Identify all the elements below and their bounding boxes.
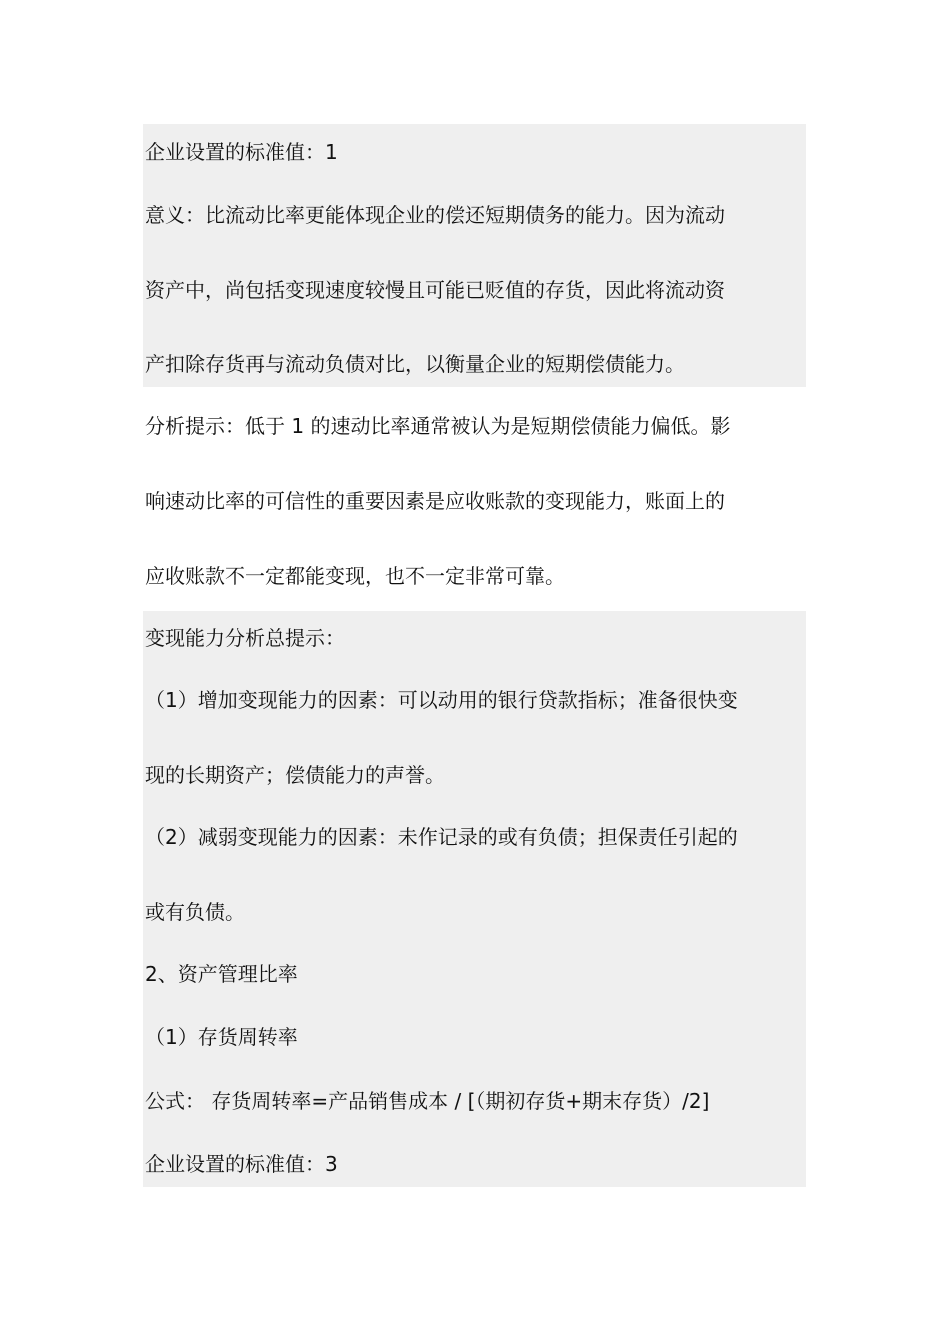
paragraph-line: 应收账款不一定都能变现，也不一定非常可靠。 — [145, 564, 565, 588]
paragraph-line: 产扣除存货再与流动负债对比，以衡量企业的短期偿债能力。 — [145, 352, 685, 376]
paragraph-line: 企业设置的标准值：1 — [145, 140, 338, 164]
paragraph-line: 现的长期资产；偿债能力的声誉。 — [145, 763, 445, 787]
paragraph-line: 意义：比流动比率更能体现企业的偿还短期债务的能力。因为流动 — [145, 203, 725, 227]
paragraph-line: 分析提示：低于 1 的速动比率通常被认为是短期偿债能力偏低。影 — [145, 414, 731, 438]
paragraph-line: 响速动比率的可信性的重要因素是应收账款的变现能力，账面上的 — [145, 489, 725, 513]
paragraph-line: （1）增加变现能力的因素：可以动用的银行贷款指标；准备很快变 — [145, 688, 738, 712]
section-heading: 2、资产管理比率 — [145, 962, 298, 986]
formula-line: 公式： 存货周转率=产品销售成本 / [（期初存货+期末存货）/2] — [145, 1089, 710, 1113]
paragraph-line: 变现能力分析总提示： — [145, 626, 345, 650]
paragraph-line: 企业设置的标准值：3 — [145, 1152, 338, 1176]
paragraph-line: 资产中，尚包括变现速度较慢且可能已贬值的存货，因此将流动资 — [145, 278, 725, 302]
subsection-heading: （1）存货周转率 — [145, 1025, 298, 1049]
paragraph-line: （2）减弱变现能力的因素：未作记录的或有负债；担保责任引起的 — [145, 825, 738, 849]
paragraph-line: 或有负债。 — [145, 900, 245, 924]
